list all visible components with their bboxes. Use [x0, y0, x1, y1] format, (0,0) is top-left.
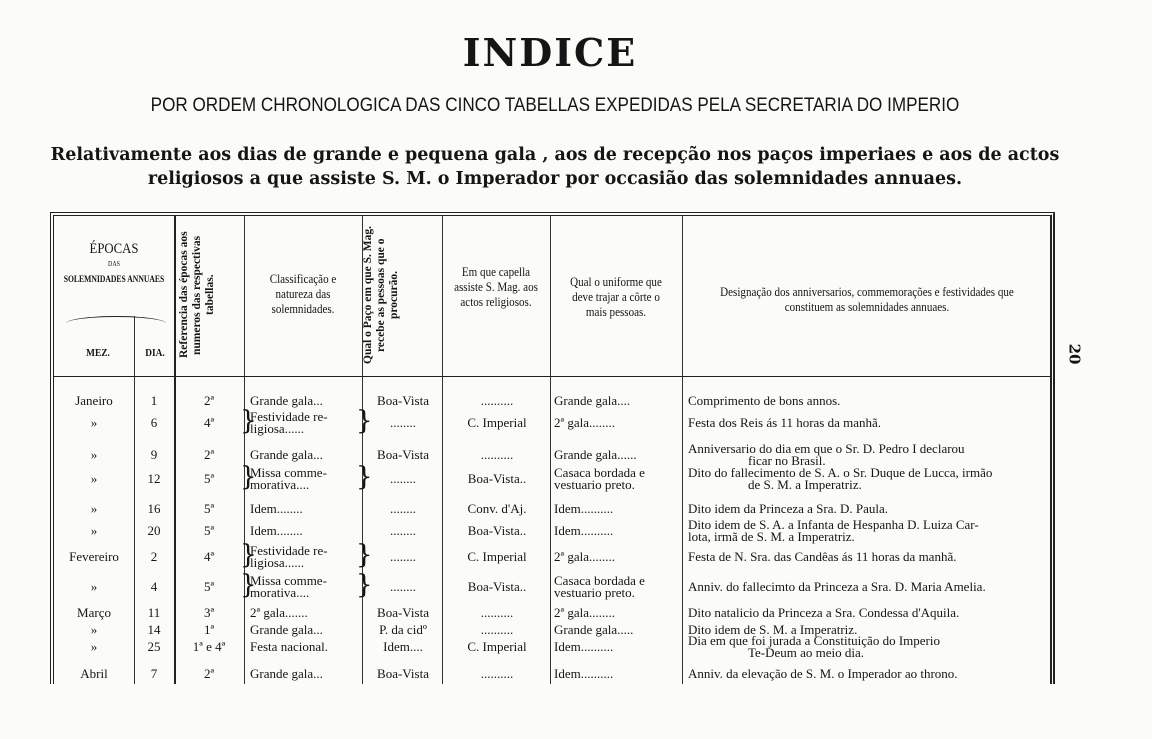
row-designation: Dito idem de S. M. a Imperatriz. [688, 622, 858, 637]
row-brace: } [240, 462, 257, 492]
document-title: INDICE [462, 30, 638, 75]
epocas-brace [66, 316, 166, 331]
page-number: 20 [1065, 343, 1084, 365]
header-classificacao: Classificação e natureza das solemnidades. [269, 271, 337, 316]
row-day: 2 [150, 549, 158, 564]
row-capella: Boa-Vista.. [467, 471, 527, 486]
row-day: 11 [147, 605, 161, 620]
row-day: 7 [150, 666, 158, 681]
row-designation: Anniv. da elevação de S. M. o Imperador ao throno. [688, 666, 958, 681]
row-designation: Comprimento de bons annos. [688, 393, 841, 408]
row-day: 16 [147, 501, 161, 516]
header-capella: Em que capella assiste S. Mag. aos actos religiosos. [454, 264, 538, 309]
row-reference: 5ª [203, 579, 215, 594]
row-classification: Missa comme- [250, 573, 327, 588]
row-month: » [90, 415, 98, 430]
row-day: 14 [147, 622, 161, 637]
row-uniform: vestuario preto. [554, 585, 635, 600]
row-designation: Dito idem da Princeza a Sra. D. Paula. [688, 501, 888, 516]
row-uniform: Grande gala.... [554, 393, 631, 408]
row-brace: } [356, 462, 373, 492]
row-reference: 1ª [203, 622, 215, 637]
row-designation: Dito do fallecimento de S. A. o Sr. Duque de Lucca, irmão [688, 465, 993, 480]
row-paco: ........ [390, 523, 416, 538]
row-designation: Dito natalicio da Princeza a Sra. Condessa d'Aquila. [688, 605, 960, 620]
row-classification: Grande gala... [250, 622, 323, 637]
row-day: 6 [150, 415, 158, 430]
row-uniform: Idem.......... [554, 666, 614, 681]
document-subtitle: POR ORDEM CHRONOLOGICA DAS CINCO TABELLAS EXPEDIDAS PELA SECRETARIA DO IMPERIO [150, 95, 960, 116]
row-capella: Boa-Vista.. [467, 523, 527, 538]
row-classification: ligiosa...... [250, 421, 305, 436]
row-uniform: Grande gala...... [554, 447, 637, 462]
row-classification: Grande gala... [250, 393, 323, 408]
row-paco: ........ [390, 471, 416, 486]
header-dia: DIA. [145, 347, 165, 359]
row-paco: P. da cidº [379, 622, 427, 637]
row-designation: Festa dos Reis ás 11 horas da manhã. [688, 415, 882, 430]
row-paco: Boa-Vista [377, 666, 429, 681]
index-table [50, 212, 1055, 684]
row-paco: Boa-Vista [377, 393, 429, 408]
row-classification: Grande gala... [250, 447, 323, 462]
description-line-2: religiosos a que assiste S. M. o Imperador por occasião das solemnidades annuaes. [147, 169, 963, 189]
row-uniform: Casaca bordada e [554, 573, 645, 588]
row-brace: } [240, 570, 257, 600]
row-classification: Grande gala... [250, 666, 323, 681]
row-capella: C. Imperial [467, 639, 527, 654]
row-classification: Festividade re- [250, 543, 328, 558]
row-brace: } [240, 406, 257, 436]
row-paco: ........ [390, 415, 416, 430]
row-paco: Boa-Vista [377, 605, 429, 620]
row-reference: 2ª [203, 447, 215, 462]
row-designation: Festa de N. Sra. das Candêas ás 11 horas da manhã. [688, 549, 957, 564]
row-paco: Boa-Vista [377, 447, 429, 462]
row-classification: morativa.... [250, 585, 310, 600]
row-uniform: 2ª gala........ [554, 415, 615, 430]
row-classification: Idem........ [250, 501, 303, 516]
row-reference: 2ª [203, 393, 215, 408]
row-designation: lota, irmã de S. M. a Imperatriz. [688, 529, 855, 544]
row-month: » [90, 622, 98, 637]
row-day: 25 [147, 639, 161, 654]
header-referencia: Referencia das épocas aos numeros das respectivas tabellas. [178, 231, 216, 359]
col-divider [550, 216, 551, 684]
row-brace: } [356, 540, 373, 570]
row-classification: Idem........ [250, 523, 303, 538]
header-designacao: Designação dos anniversarios, commemorações e festividades que constituem as solemnidades annuaes. [720, 284, 1014, 314]
row-month: » [90, 523, 98, 538]
row-designation: Anniv. do fallecimto da Princeza a Sra. D. Maria Amelia. [688, 579, 986, 594]
row-month: Março [77, 605, 111, 620]
row-designation: ficar no Brasil. [748, 453, 826, 468]
row-uniform: Idem.......... [554, 501, 614, 516]
row-month: » [90, 501, 98, 516]
row-capella: .......... [480, 605, 514, 620]
row-month: » [90, 447, 98, 462]
document-description [40, 143, 1070, 191]
row-capella: Boa-Vista.. [467, 579, 527, 594]
row-designation: Dia em que foi jurada a Constituição do Imperio [688, 633, 940, 648]
row-designation: Dito idem de S. A. a Infanta de Hespanha D. Luiza Car- [688, 517, 979, 532]
row-uniform: Grande gala..... [554, 622, 634, 637]
row-day: 1 [150, 393, 158, 408]
header-uniforme: Qual o uniforme que deve trajar a côrte o mais pessoas. [570, 274, 662, 319]
row-month: Abril [80, 666, 108, 681]
row-classification: morativa.... [250, 477, 310, 492]
header-divider [54, 376, 1050, 377]
row-uniform: vestuario preto. [554, 477, 635, 492]
row-capella: .......... [480, 666, 514, 681]
row-designation: de S. M. a Imperatriz. [748, 477, 862, 492]
col-divider [682, 216, 683, 684]
row-uniform: 2ª gala........ [554, 549, 615, 564]
row-paco: Idem.... [383, 639, 423, 654]
row-month: Janeiro [75, 393, 113, 408]
row-capella: C. Imperial [467, 415, 527, 430]
row-capella: Conv. d'Aj. [467, 501, 527, 516]
row-reference: 5ª [203, 471, 215, 486]
row-month: » [90, 471, 98, 486]
row-paco: ........ [390, 579, 416, 594]
header-epocas: ÉPOCAS DAS SOLEMNIDADES ANNUAES [63, 241, 165, 284]
row-designation: Te-Deum ao meio dia. [748, 645, 865, 660]
row-day: 20 [147, 523, 161, 538]
row-designation: Anniversario do dia em que o Sr. D. Pedro I declarou [688, 441, 965, 456]
row-classification: Missa comme- [250, 465, 327, 480]
row-day: 12 [147, 471, 161, 486]
row-reference: 1ª e 4ª [192, 639, 226, 654]
row-month: » [90, 639, 98, 654]
row-reference: 4ª [203, 415, 215, 430]
col-divider [442, 216, 443, 684]
row-uniform: Idem.......... [554, 523, 614, 538]
row-classification: Festividade re- [250, 409, 328, 424]
row-day: 4 [150, 579, 158, 594]
row-brace: } [356, 406, 373, 436]
row-brace: } [240, 540, 257, 570]
row-month: » [90, 579, 98, 594]
row-classification: Festa nacional. [250, 639, 328, 654]
row-brace: } [356, 570, 373, 600]
row-day: 9 [150, 447, 158, 462]
row-classification: ligiosa...... [250, 555, 305, 570]
row-reference: 3ª [203, 605, 215, 620]
row-capella: C. Imperial [467, 549, 527, 564]
row-paco: ........ [390, 549, 416, 564]
col-divider [244, 216, 245, 684]
row-reference: 2ª [203, 666, 215, 681]
description-line-1: Relativamente aos dias de grande e pequena gala , aos de recepção nos paços imperiaes e aos de actos [50, 145, 1060, 165]
header-mez: MEZ. [86, 347, 110, 359]
row-reference: 4ª [203, 549, 215, 564]
row-capella: .......... [480, 622, 514, 637]
row-uniform: Casaca bordada e [554, 465, 645, 480]
row-capella: .......... [480, 393, 514, 408]
row-uniform: Idem.......... [554, 639, 614, 654]
row-uniform: 2ª gala........ [554, 605, 615, 620]
row-reference: 5ª [203, 501, 215, 516]
row-classification: 2ª gala....... [250, 605, 308, 620]
row-capella: .......... [480, 447, 514, 462]
header-paco: Qual o Paço em que S. Mag. recebe as pessoas que o procurão. [362, 226, 400, 364]
row-month: Fevereiro [69, 549, 119, 564]
row-reference: 5ª [203, 523, 215, 538]
row-paco: ........ [390, 501, 416, 516]
